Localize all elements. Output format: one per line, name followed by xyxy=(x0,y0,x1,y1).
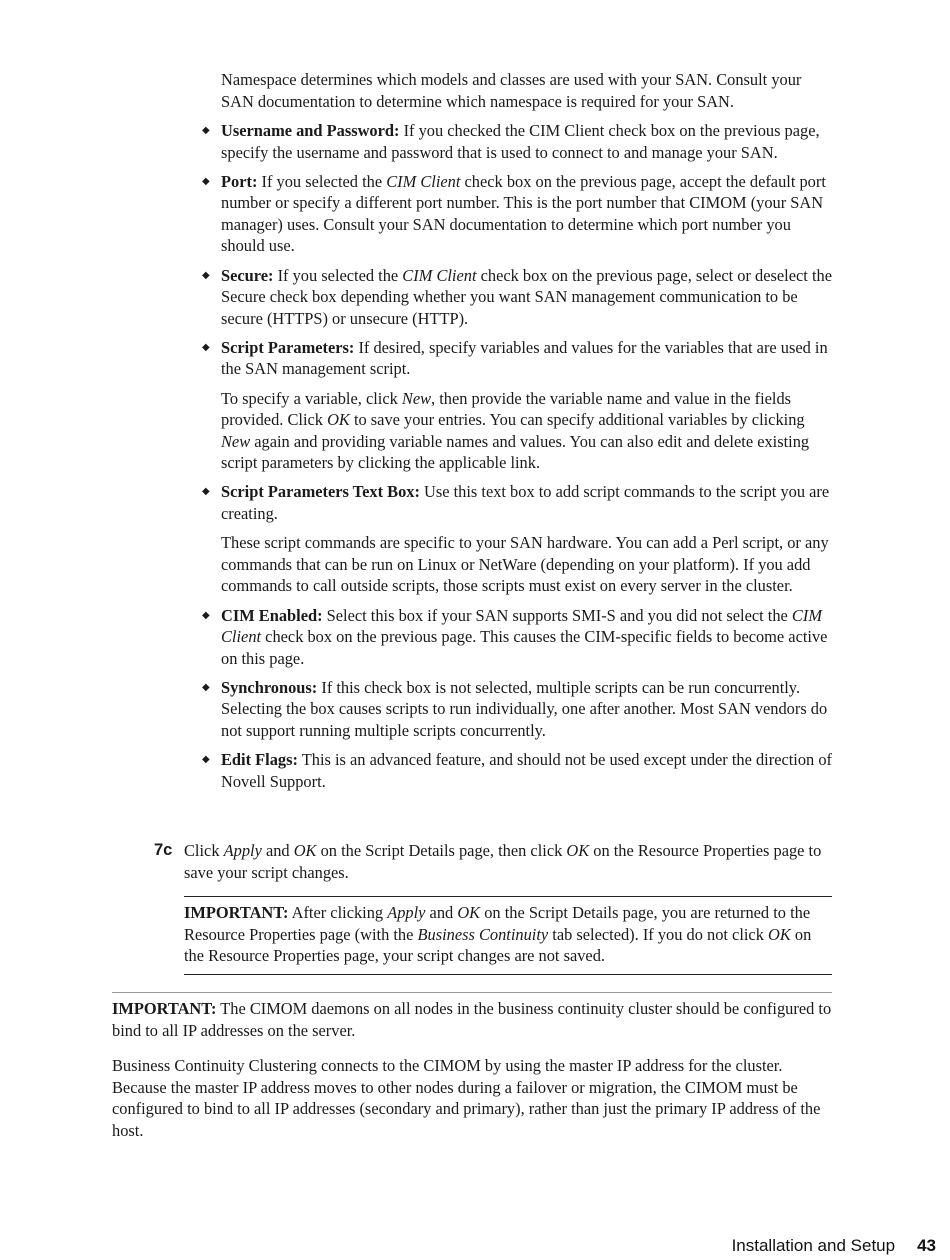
important-label: IMPORTANT: xyxy=(184,903,289,922)
list-item-cim-enabled: ◆ CIM Enabled: Select this box if your SAN supports SMI-S and you did not select the CIM Client check box on the previous page. This causes the CIM-specific fields to become active on this page. xyxy=(202,605,828,668)
footer-section-title: Installation and Setup xyxy=(731,1236,896,1255)
step-text: Click Apply and OK on the Script Details page, then click OK on the Resource Properties page to save your script changes. xyxy=(184,841,822,882)
script-parameters-detail: To specify a variable, click New, then provide the variable name and value in the fields provided. Click OK to save your entries. You can specify additional variables by clicking New again and providing variable names and values. You can also edit and delete existing script parameters by clicking the applicable link. xyxy=(221,388,810,473)
page-footer xyxy=(732,1235,936,1257)
term-secure: Secure: xyxy=(221,265,274,285)
term-synchronous: Synchronous: xyxy=(221,677,318,697)
diamond-bullet-icon: ◆ xyxy=(202,125,210,136)
diamond-bullet-icon: ◆ xyxy=(202,175,210,187)
list-item-secure: ◆ Secure: If you selected the CIM Client check box on the previous page, select or deselect the Secure check box depending whether you want SAN management communication to be secure (HTTPS) or unsecure (HTTP). xyxy=(202,265,832,328)
term-username-password: Username and Password: xyxy=(221,121,400,140)
important-note-step: IMPORTANT: After clicking Apply and OK on the Script Details page, you are returned to the Resource Properties page (with the Business Continuity tab selected). If you do not click OK on the Resource Properties page, your script changes are not saved. xyxy=(184,896,832,975)
field-descriptions-list xyxy=(202,120,836,800)
term-port: Port: xyxy=(221,171,258,191)
namespace-paragraph xyxy=(221,69,836,121)
important-label: IMPORTANT: xyxy=(112,999,217,1018)
page-number: 43 xyxy=(917,1236,936,1255)
step-7c xyxy=(154,840,844,883)
term-script-parameters-text-box: Script Parameters Text Box: xyxy=(221,482,420,502)
term-cim-enabled: CIM Enabled: xyxy=(221,605,323,625)
list-item-edit-flags: ◆ Edit Flags: This is an advanced feature, and should not be used except under the direction of Novell Support. xyxy=(202,750,832,791)
diamond-bullet-icon: ◆ xyxy=(202,609,210,621)
intro-text: Namespace determines which models and classes are used with your SAN. Consult your SAN documentation to determine which namespace is required for your SAN. xyxy=(221,70,802,111)
list-item-username-password: ◆ Username and Password: If you checked the CIM Client check box on the previous page, specify the username and password that is used to connect to and manage your SAN. xyxy=(202,121,820,162)
list-item-synchronous: ◆ Synchronous: If this check box is not selected, multiple scripts can be run concurrently. Selecting the box causes scripts to run individually, one after another. Most SAN vendors do not support running multiple scripts concurrently. xyxy=(202,677,828,740)
step-number: 7c xyxy=(154,841,173,859)
diamond-bullet-icon: ◆ xyxy=(202,269,210,281)
diamond-bullet-icon: ◆ xyxy=(202,341,210,353)
script-commands-detail: These script commands are specific to your SAN hardware. You can add a Perl script, or any commands that can be run on Linux or NetWare (depending on your platform). If you add commands to call outside scripts, those scripts must exist on every server in the cluster. xyxy=(221,533,829,596)
diamond-bullet-icon: ◆ xyxy=(202,486,210,498)
important-note-cimom: IMPORTANT: The CIMOM daemons on all nodes in the business continuity cluster should be configured to bind to all IP addresses on the server. Business Continuity Clustering connects to the CIMOM by using the master IP address for the cluster. Because the master IP address moves to other nodes during a failover or migration, the CIMOM must be configured to bind to all IP addresses (secondary and primary), rather than just the primary IP address of the host. xyxy=(112,992,832,1141)
term-edit-flags: Edit Flags: xyxy=(221,750,298,770)
list-item-script-parameters-text-box: ◆ Script Parameters Text Box: Use this text box to add script commands to the script you are creating. These script commands are specific to your SAN hardware. You can add a Perl script, or any commands that can be run on Linux or NetWare (depending on your platform). If you add commands to call outside scripts, those scripts must exist on every server in the cluster. xyxy=(221,481,836,596)
term-script-parameters: Script Parameters: xyxy=(221,337,355,357)
list-item-port: ◆ Port: If you selected the CIM Client check box on the previous page, accept the default port number or specify a different port number. This is the port number that CIMOM (your SAN manager) uses. Consult your SAN documentation to determine which port number you should use. xyxy=(202,171,826,256)
diamond-bullet-icon: ◆ xyxy=(202,754,210,766)
list-item-script-parameters: ◆ Script Parameters: If desired, specify variables and values for the variables that are used in the SAN management script. To specify a variable, click New, then provide the variable name and value in the fields provided. Click OK to save your entries. You can specify additional variables by clicking New again and providing variable names and values. You can also edit and delete existing script parameters by clicking the applicable link. xyxy=(221,337,836,474)
diamond-bullet-icon: ◆ xyxy=(202,681,210,693)
cimom-binding-paragraph: Business Continuity Clustering connects to the CIMOM by using the master IP address for the cluster. Because the master IP address moves to other nodes during a failover or migration, the CIMOM must be configured to bind to all IP addresses (secondary and primary), rather than just the primary IP address of the host. xyxy=(112,1056,821,1140)
